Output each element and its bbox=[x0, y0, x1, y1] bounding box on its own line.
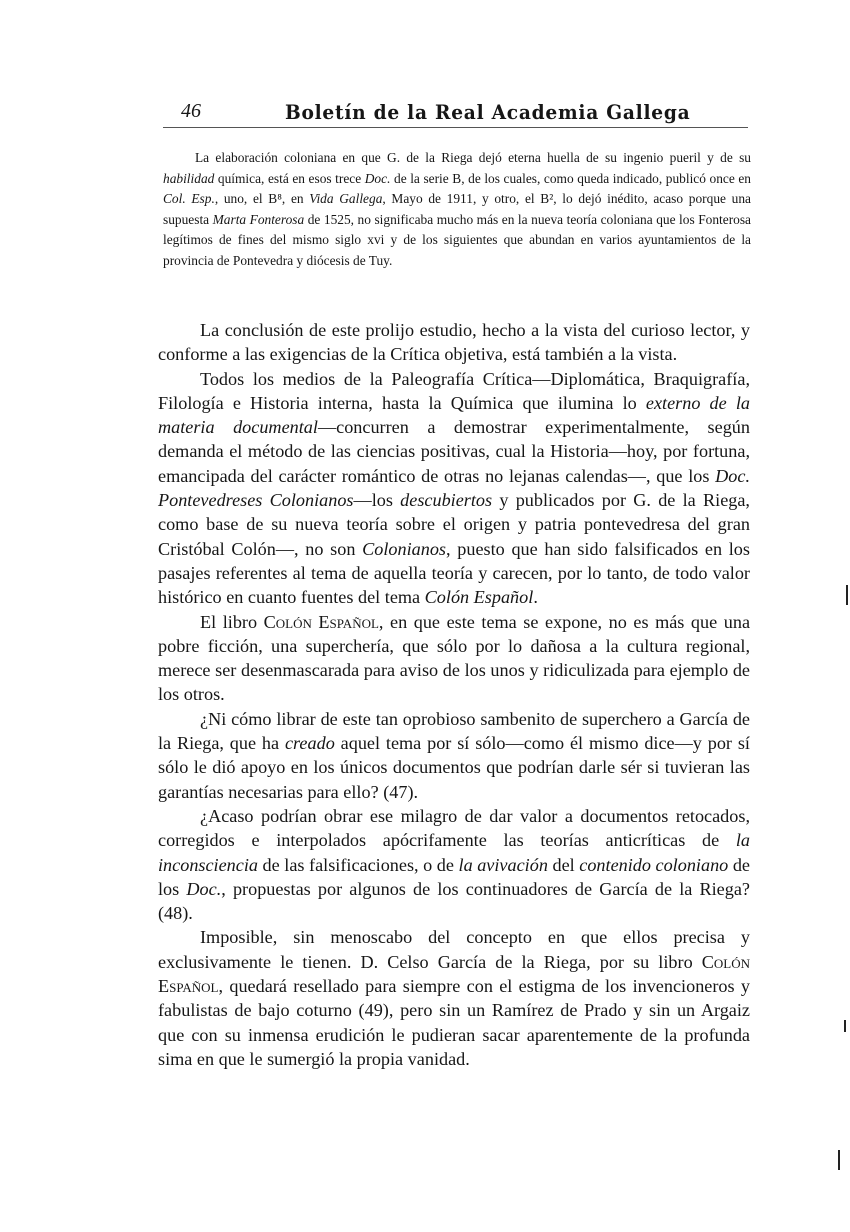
footnote-italic: Vida Gallega bbox=[309, 191, 383, 207]
paragraph-1: La conclusión de este prolijo estudio, hecho a la vista del curioso lector, y conforme a las exigencias de la Crítica objetiva, está también a la vista. bbox=[158, 320, 750, 365]
paragraph-text: ¿Ni cómo librar de este tan oprobioso sambenito de superchero a García de la Riega, que ha bbox=[158, 708, 750, 754]
paragraph-italic: la avivación bbox=[458, 854, 548, 875]
paragraph-text: . bbox=[533, 587, 538, 608]
paragraph-2 bbox=[158, 367, 750, 610]
footnote-text: La elaboración coloniana en que G. de la Riega dejó eterna huella de su ingenio pueril y de su bbox=[195, 150, 751, 165]
main-text bbox=[158, 318, 750, 1071]
paragraph-text: y publicados por G. de la Riega, como base de su nueva teoría sobre el origen y patria pontevedresa del gran Cristóbal Colón—, no son bbox=[158, 490, 750, 559]
paragraph-italic: Doc. Pontevedreses Colonianos bbox=[158, 465, 750, 511]
scan-mark bbox=[838, 1150, 840, 1170]
scan-mark bbox=[846, 585, 848, 605]
paragraph-text: —concurren a demostrar experimentalmente, según demanda el método de las ciencias positivas, cual la Historia—hoy, por fortuna, emancipada del carácter romántico de otras no lejanas calendas—, que los bbox=[158, 417, 750, 486]
page-number: 46 bbox=[181, 100, 201, 122]
book-title-smallcaps: Colón Español bbox=[158, 951, 750, 997]
paragraph-text: ¿Acaso podrían obrar ese milagro de dar valor a documentos retocados, corregidos e interpolados apócrifamente las teorías anticríticas de bbox=[158, 805, 750, 851]
footnote-text: de la serie B, de los cuales, como queda indicado, publicó once en bbox=[390, 170, 751, 186]
paragraph-italic: Doc. bbox=[186, 878, 222, 899]
paragraph-text: , quedará resellado para siempre con el estigma de los invencioneros y fabulistas de bajo coturno (49), pero sin un Ramírez de Prado y sin un Argaiz que con su inmensa erudición le pudieran sacar aparentemente de la profunda sima en que le sumergió la propia vanidad. bbox=[158, 976, 750, 1069]
paragraph-italic: la inconsciencia bbox=[158, 830, 750, 875]
paragraph-3 bbox=[158, 610, 750, 707]
paragraph-italic: Colonianos bbox=[362, 538, 447, 559]
footnote-italic: Col. Esp. bbox=[163, 191, 215, 207]
paragraph-italic: externo de la materia documental bbox=[158, 392, 750, 438]
footnote-italic: Doc. bbox=[364, 170, 391, 186]
running-title: Boletín de la Real Academia Gallega bbox=[285, 100, 691, 124]
footnote-text: de 1525, no significaba mucho más en la nueva teoría coloniana que los Fonterosa legítimos de fines del mismo siglo xvi y de los siguientes que abundan en varios ayuntamientos de la provincia de Pontevedra y diócesis de Tuy. bbox=[163, 211, 752, 268]
paragraph-6 bbox=[158, 925, 750, 1071]
paragraph-text: Todos los medios de la Paleografía Crítica—Diplomática, Braquigrafía, Filología e Historia interna, hasta la Química que ilumina lo bbox=[158, 368, 750, 413]
footnote-text: , uno, el B⁸, en bbox=[214, 191, 310, 207]
scan-mark bbox=[844, 1020, 846, 1032]
paragraph-text: , puesto que han sido falsificados en los pasajes referentes al tema de aquella teoría y carecen, por lo tanto, de todo valor histórico en cuanto fuentes del tema bbox=[158, 538, 750, 608]
paragraph-text: , en que este tema se expone, no es más que una pobre ficción, una superchería, que sólo por lo dañosa a la cultura regional, merece ser desenmascarada para aviso de los unos y ridiculizada para ejemplo de los otros. bbox=[158, 611, 751, 705]
paragraph-text: , propuestas por algunos de los continuadores de García de la Riega? (48). bbox=[158, 878, 750, 924]
footnote-italic: Marta Fonterosa bbox=[212, 211, 305, 227]
paragraph-5 bbox=[158, 804, 750, 925]
footnote-italic: habilidad bbox=[163, 170, 215, 186]
paragraph-italic: Colón Español bbox=[424, 587, 534, 608]
header-rule bbox=[163, 127, 748, 128]
paragraph-italic: creado bbox=[284, 733, 335, 754]
paragraph-text: El libro bbox=[200, 611, 264, 632]
paragraph-italic: descubiertos bbox=[400, 490, 493, 511]
footnote-text: , Mayo de 1911, y otro, el B², lo dejó inédito, acaso porque una supuesta bbox=[163, 191, 751, 227]
book-title-smallcaps: Colón Español bbox=[263, 611, 379, 632]
paragraph-text: de las falsificaciones, o de bbox=[258, 854, 459, 875]
footnote bbox=[163, 148, 751, 272]
paragraph-4 bbox=[158, 707, 750, 804]
paragraph-text: Imposible, sin menoscabo del concepto en que ellos precisa y exclusivamente le tienen. D. Celso García de la Riega, por su libro bbox=[158, 927, 750, 972]
paragraph-italic: contenido coloniano bbox=[579, 854, 729, 875]
footnote-text: química, está en esos trece bbox=[214, 170, 365, 186]
paragraph-text: del bbox=[547, 854, 580, 875]
paragraph-text: de los bbox=[158, 854, 750, 899]
paragraph-text: —los bbox=[353, 490, 401, 511]
page-header bbox=[163, 100, 748, 130]
paragraph-text: aquel tema por sí sólo—como él mismo dice—y por sí sólo le dió apoyo en los únicos documentos que podrían darle sér si tuvieran las garantías necesarias para ello? (47). bbox=[158, 733, 750, 802]
